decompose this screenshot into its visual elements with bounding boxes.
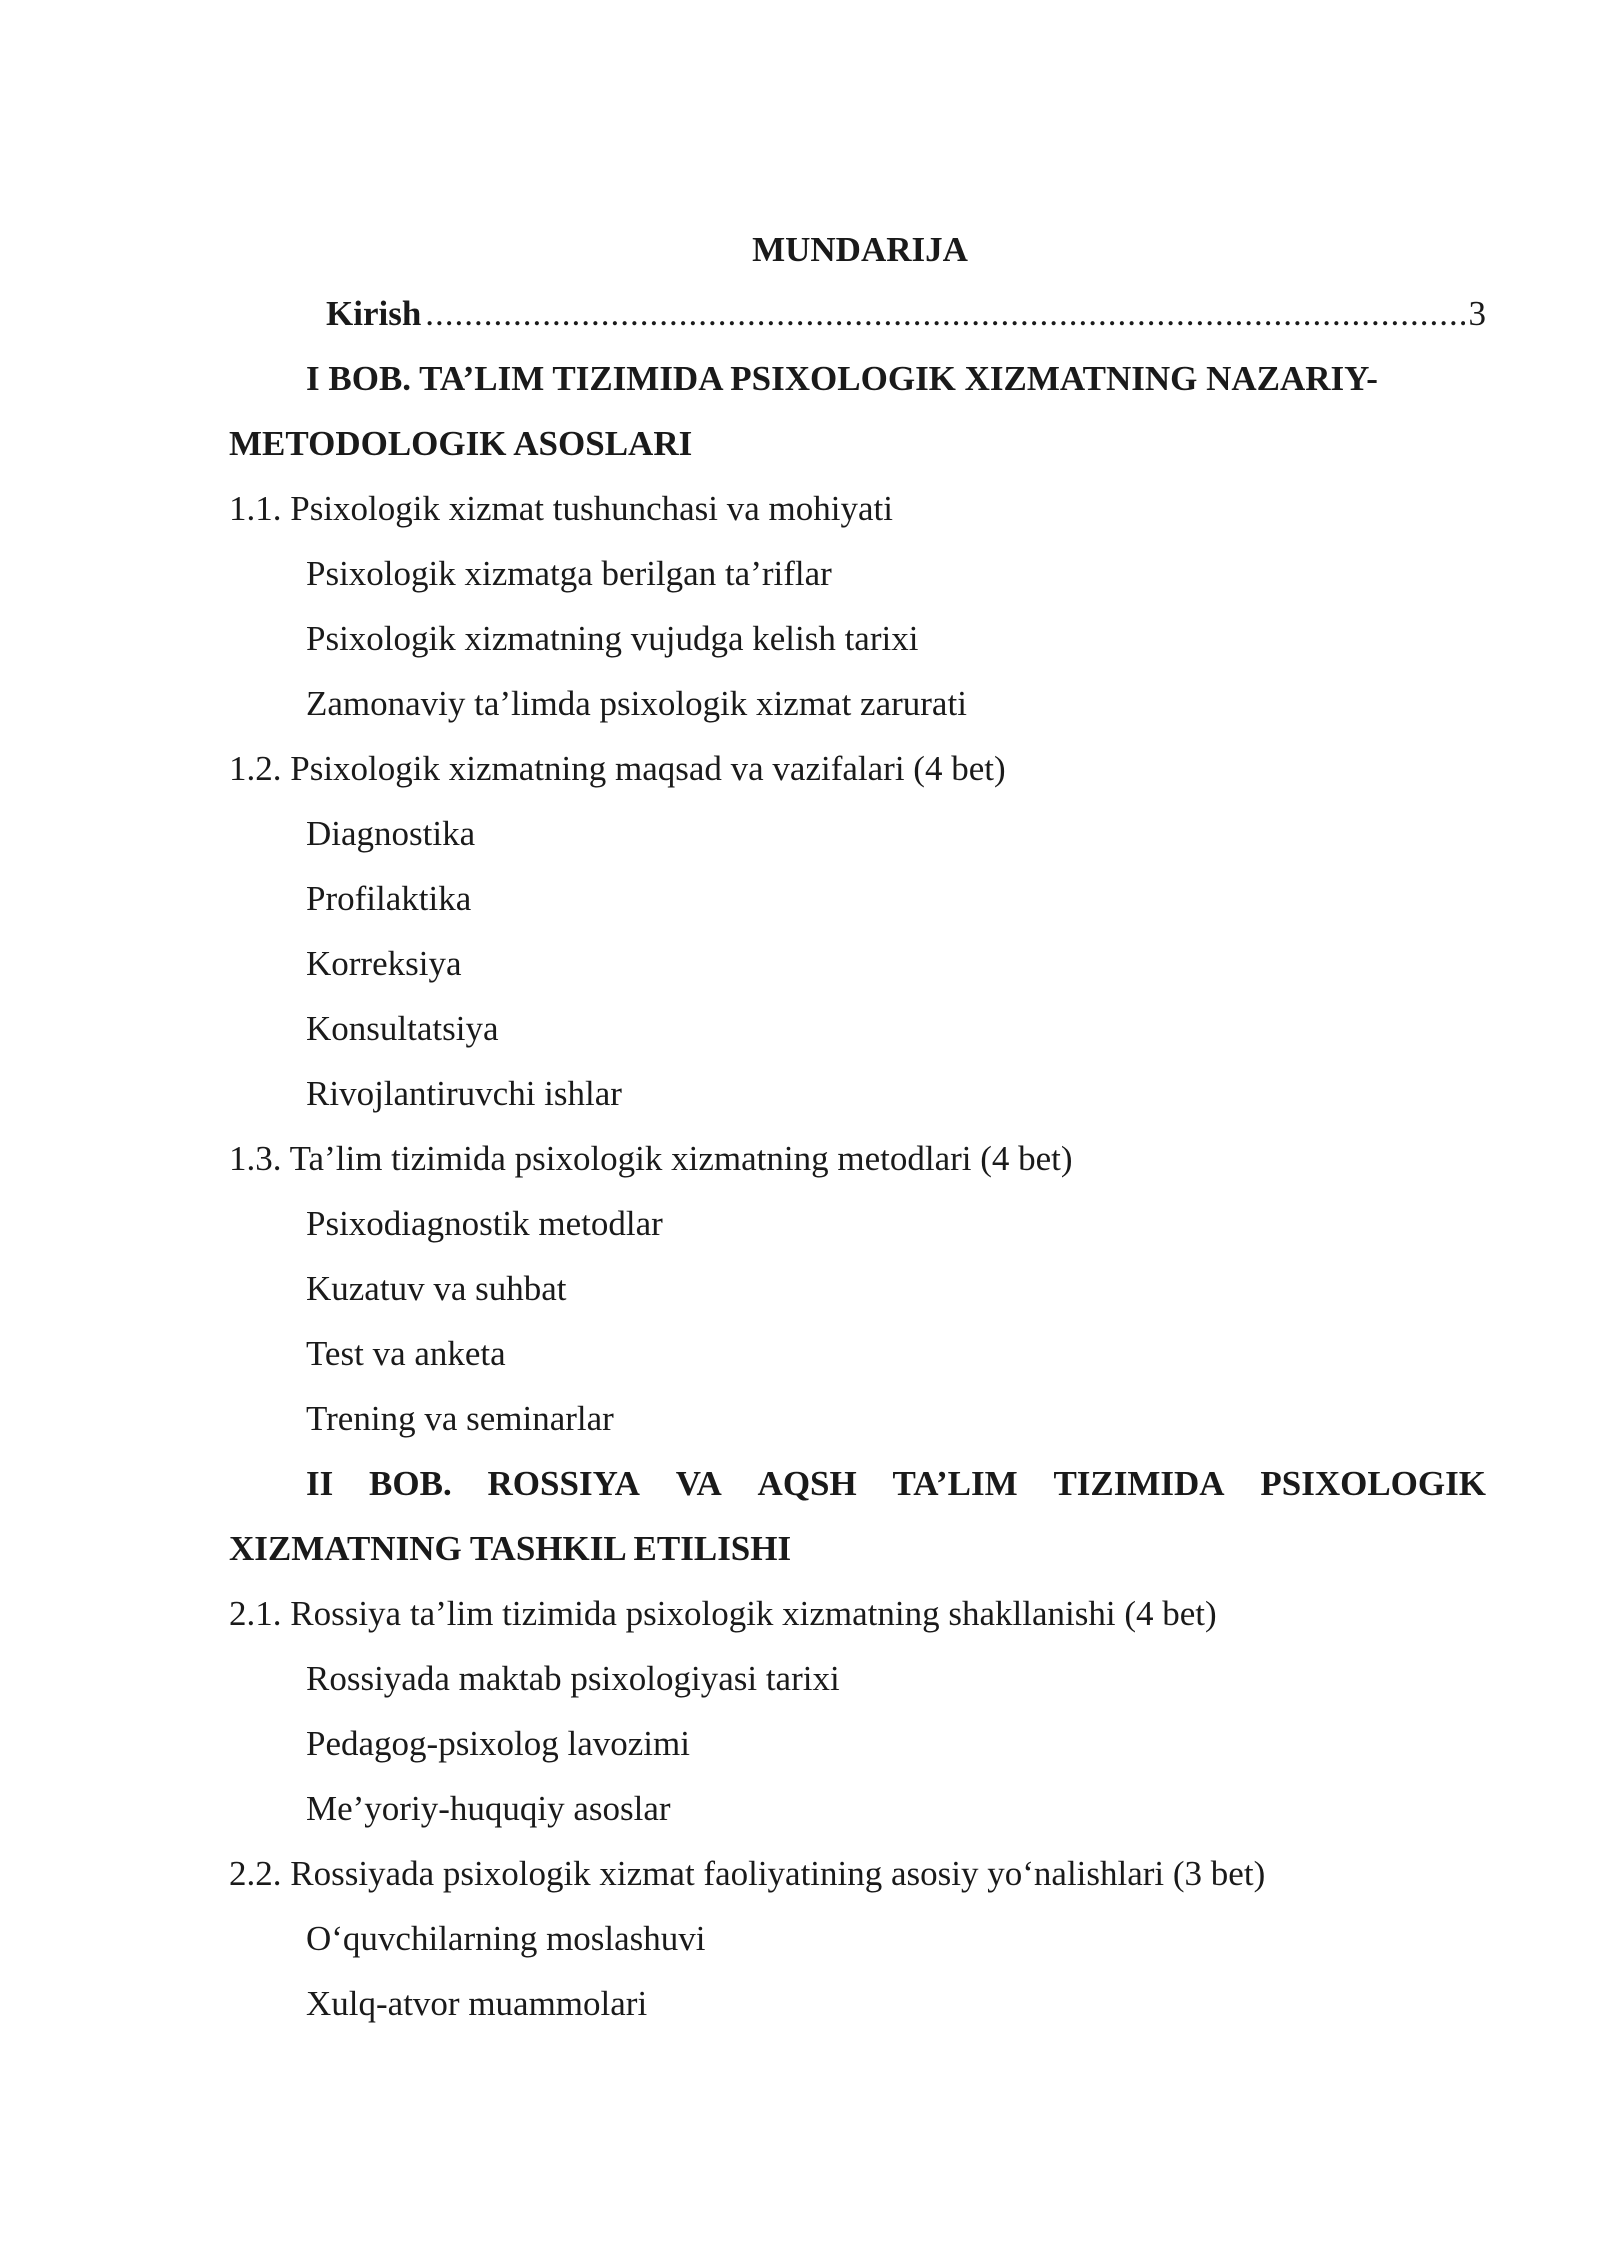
section-1-3-item: Trening va seminarlar: [306, 1399, 614, 1438]
section-1-1-item: Psixologik xizmatning vujudga kelish tarixi: [306, 619, 919, 658]
chapter-1-heading-line-2: METODOLOGIK ASOSLARI: [229, 424, 693, 463]
section-2-2-item: Xulq-atvor muammolari: [306, 1984, 648, 2023]
section-1-1-heading: 1.1. Psixologik xizmat tushunchasi va mohiyati: [229, 489, 893, 528]
section-1-2-item: Rivojlantiruvchi ishlar: [306, 1074, 622, 1113]
section-2-1-item: Pedagog-psixolog lavozimi: [306, 1724, 690, 1763]
section-1-2-heading: 1.2. Psixologik xizmatning maqsad va vazifalari (4 bet): [229, 749, 1006, 788]
toc-entry-label: Kirish: [326, 294, 422, 333]
section-1-2-item: Profilaktika: [306, 879, 472, 918]
section-1-3-item: Test va anketa: [306, 1334, 506, 1373]
chapter-2-heading-line-2: XIZMATNING TASHKIL ETILISHI: [229, 1529, 792, 1568]
section-2-2-heading: 2.2. Rossiyada psixologik xizmat faoliyatining asosiy yo‘nalishlari (3 bet): [229, 1854, 1266, 1893]
section-1-2-item: Korreksiya: [306, 944, 462, 983]
heading-word: TIZIMIDA: [1053, 1464, 1225, 1503]
section-1-2-item: Diagnostika: [306, 814, 476, 853]
dot-leader: [425, 292, 1464, 336]
section-2-1-item: Me’yoriy-huquqiy asoslar: [306, 1789, 671, 1828]
section-2-2-item: O‘quvchilarning moslashuvi: [306, 1919, 706, 1958]
heading-word: TA’LIM: [892, 1464, 1018, 1503]
heading-word: PSIXOLOGIK: [1260, 1464, 1486, 1503]
toc-entry-intro[interactable]: [326, 292, 1486, 336]
section-1-3-item: Psixodiagnostik metodlar: [306, 1204, 663, 1243]
chapter-2-heading-line-1: [306, 1462, 1486, 1506]
section-1-3-heading: 1.3. Ta’lim tizimida psixologik xizmatning metodlari (4 bet): [229, 1139, 1073, 1178]
section-2-1-item: Rossiyada maktab psixologiyasi tarixi: [306, 1659, 840, 1698]
page-title: MUNDARIJA: [752, 230, 968, 269]
heading-word: II: [306, 1464, 334, 1503]
section-1-1-item: Psixologik xizmatga berilgan ta’riflar: [306, 554, 832, 593]
heading-word: BOB.: [369, 1464, 452, 1503]
section-1-3-item: Kuzatuv va suhbat: [306, 1269, 567, 1308]
toc-page-number: 3: [1468, 294, 1486, 333]
section-1-1-item: Zamonaviy ta’limda psixologik xizmat zarurati: [306, 684, 967, 723]
heading-word: ROSSIYA: [487, 1464, 640, 1503]
section-2-1-heading: 2.1. Rossiya ta’lim tizimida psixologik xizmatning shakllanishi (4 bet): [229, 1594, 1217, 1633]
heading-word: VA: [675, 1464, 722, 1503]
heading-word: AQSH: [757, 1464, 857, 1503]
chapter-1-heading-line-1: I BOB. TA’LIM TIZIMIDA PSIXOLOGIK XIZMATNING NAZARIY-: [306, 359, 1378, 398]
section-1-2-item: Konsultatsiya: [306, 1009, 499, 1048]
